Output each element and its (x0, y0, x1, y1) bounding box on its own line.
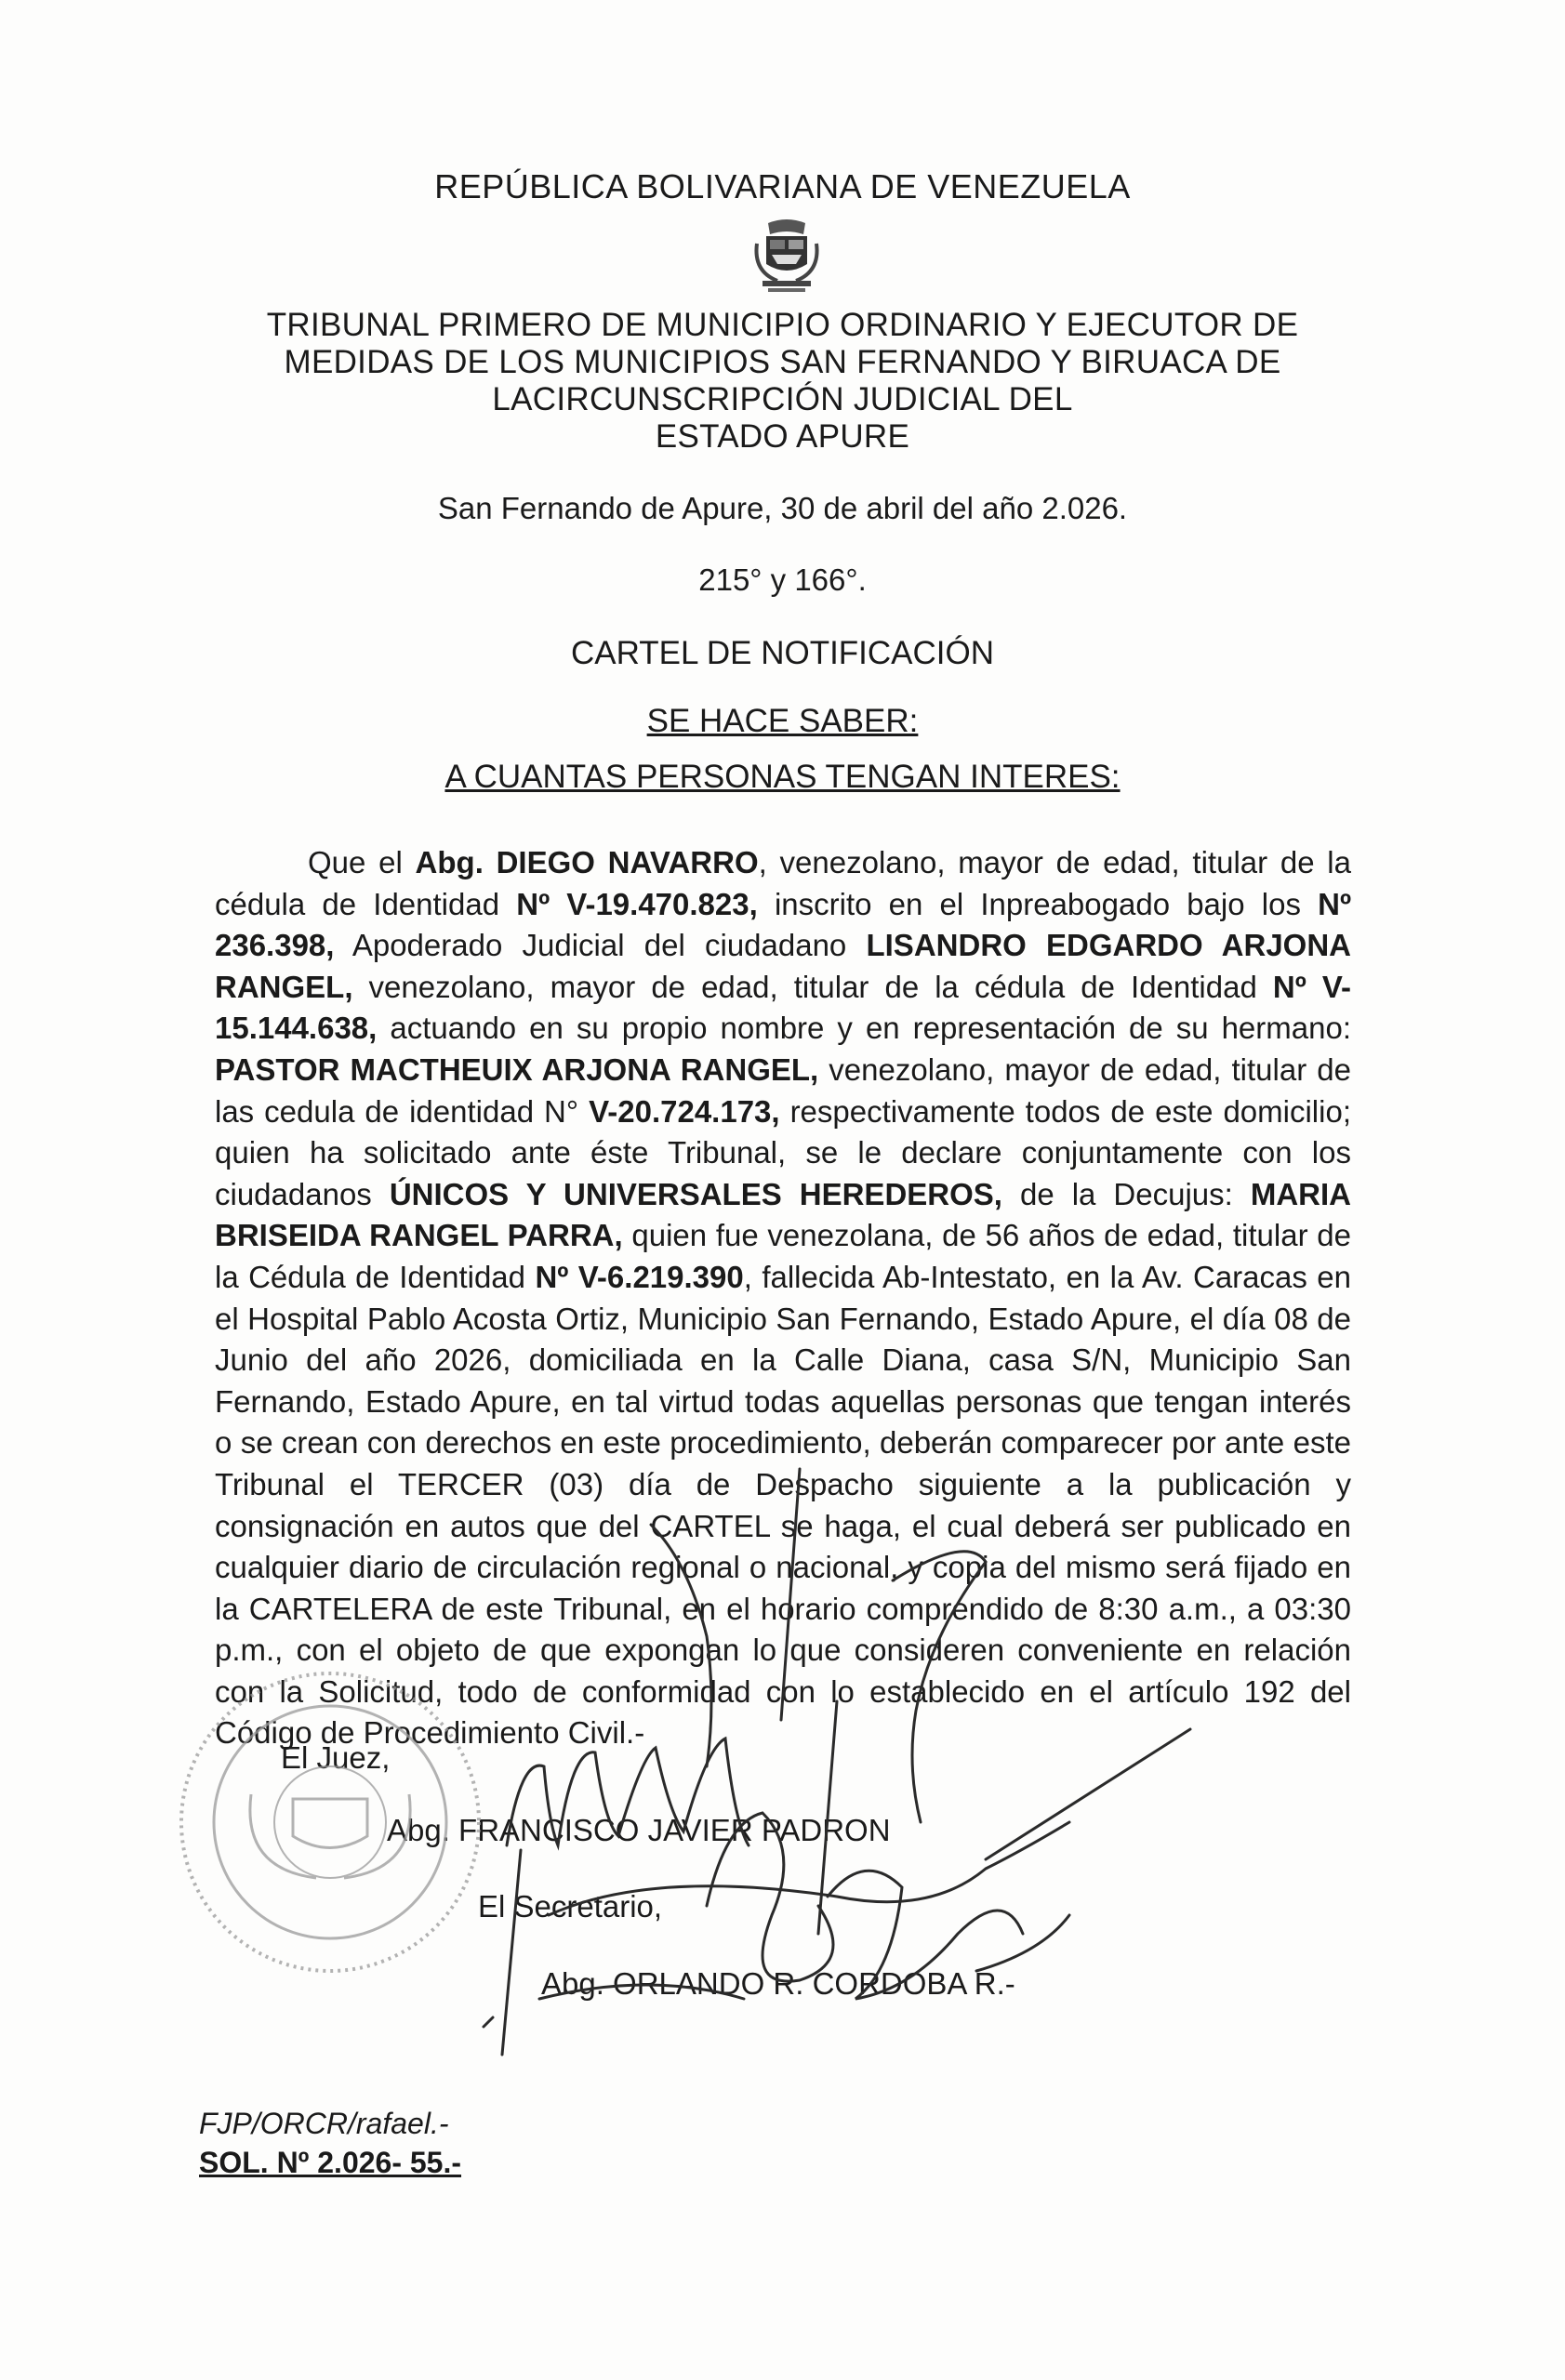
notice-title: CARTEL DE NOTIFICACIÓN (570, 635, 995, 671)
body-text: quien fue venezolana, de 56 años de edad, titular de la Cédula de Identidad (215, 1218, 1351, 1294)
court-line: TRIBUNAL PRIMERO DE MUNICIPIO ORDINARIO Y EJECUTOR DE (266, 307, 1299, 343)
years-line: 215° y 166°. (698, 562, 867, 597)
republic-heading: REPÚBLICA BOLIVARIANA DE VENEZUELA (434, 167, 1131, 205)
notice-body (215, 842, 1351, 1754)
court-line: ESTADO APURE (655, 418, 910, 455)
secretary-name: Abg. ORLANDO R. CORDOBA R.- (541, 1966, 1015, 2001)
a-cuantas-personas: A CUANTAS PERSONAS TENGAN INTERES: (444, 759, 1121, 795)
attorney-name: Abg. DIEGO NAVARRO (415, 845, 759, 879)
decedent-name: MARIA BRISEIDA RANGEL PARRA, (215, 1176, 1351, 1253)
brother-name: PASTOR MACTHEUIX ARJONA RANGEL, (215, 1051, 819, 1087)
attorney-id: Nº V-19.470.823, (516, 886, 758, 921)
court-line: LACIRCUNSCRIPCIÓN JUDICIAL DEL (492, 381, 1073, 417)
solicitud-number: SOL. Nº 2.026- 55.- (199, 2146, 462, 2179)
inpreabogado-number: Nº 236.398, (215, 886, 1351, 963)
applicant-name: LISANDRO EDGARDO ARJONA RANGEL, (215, 928, 1351, 1004)
body-text: venezolano, mayor de edad, titular de las cedula de identidad N° (215, 1051, 1351, 1129)
brother-id: V-20.724.173, (589, 1093, 780, 1129)
place-date: San Fernando de Apure, 30 de abril del año 2.026. (437, 491, 1128, 525)
decedent-id: Nº V-6.219.390 (535, 1259, 744, 1294)
secretary-title: El Secretario, (478, 1889, 663, 1924)
body-text: Apoderado Judicial del ciudadano (334, 928, 867, 963)
initials-line: FJP/ORCR/rafael.- (199, 2107, 449, 2140)
body-text: actuando en su propio nombre y en representación de su hermano: (377, 1011, 1351, 1046)
body-text: , fallecida Ab-Intestato, en la Av. Caracas en el Hospital Pablo Acosta Ortiz, Municipio San Fernando, Estado Apure, el día 08 de Junio del año 2026, domiciliada en la Calle Diana, casa S/N, Municipio San Fernando, Estado Apure, en tal virtud todas aquellas personas que tengan interés o se crean con derechos en este procedimiento, deberán comparecer por ante este Tribunal el TERCER (03) día de Despacho siguiente a la publicación y consignación en autos que del CARTEL se haga, el cual deberá ser publicado en cualquier diario de circulación regional o nacional, y copia del mismo será fijado en la CARTELERA de este Tribunal, en el horario comprendido de 8:30 a.m., a 03:30 p.m., con el objeto de que expongan lo que consideren conveniente en relación con la Solicitud, todo de conformidad con lo establecido en el artículo 192 del Código de Procedimiento Civil.- (215, 1259, 1351, 1751)
se-hace-saber: SE HACE SABER: (646, 703, 919, 739)
body-text: de la Decujus: (1001, 1176, 1251, 1211)
judge-title: El Juez, (281, 1740, 391, 1775)
applicant-id: Nº V-15.144.638, (215, 969, 1351, 1046)
judge-name: Abg. FRANCISCO JAVIER PADRON (387, 1813, 891, 1847)
body-text: respectivamente todos de este domicilio; quien ha solicitado ante éste Tribunal, se le declare conjuntamente con los ciudadanos (215, 1093, 1351, 1211)
court-name (0, 307, 1565, 456)
body-text: inscrito en el Inpreabogado bajo los (757, 886, 1319, 921)
body-text: venezolano, mayor de edad, titular de la cédula de Identidad (352, 969, 1273, 1004)
body-text: , venezolano, mayor de edad, titular de la cédula de Identidad (215, 845, 1351, 921)
coat-of-arms-icon (749, 216, 824, 298)
court-line: MEDIDAS DE LOS MUNICIPIOS SAN FERNANDO Y BIRUACA DE (284, 344, 1281, 380)
body-text: Que el (308, 845, 416, 879)
heirs-label: ÚNICOS Y UNIVERSALES HEREDEROS, (389, 1176, 1002, 1211)
